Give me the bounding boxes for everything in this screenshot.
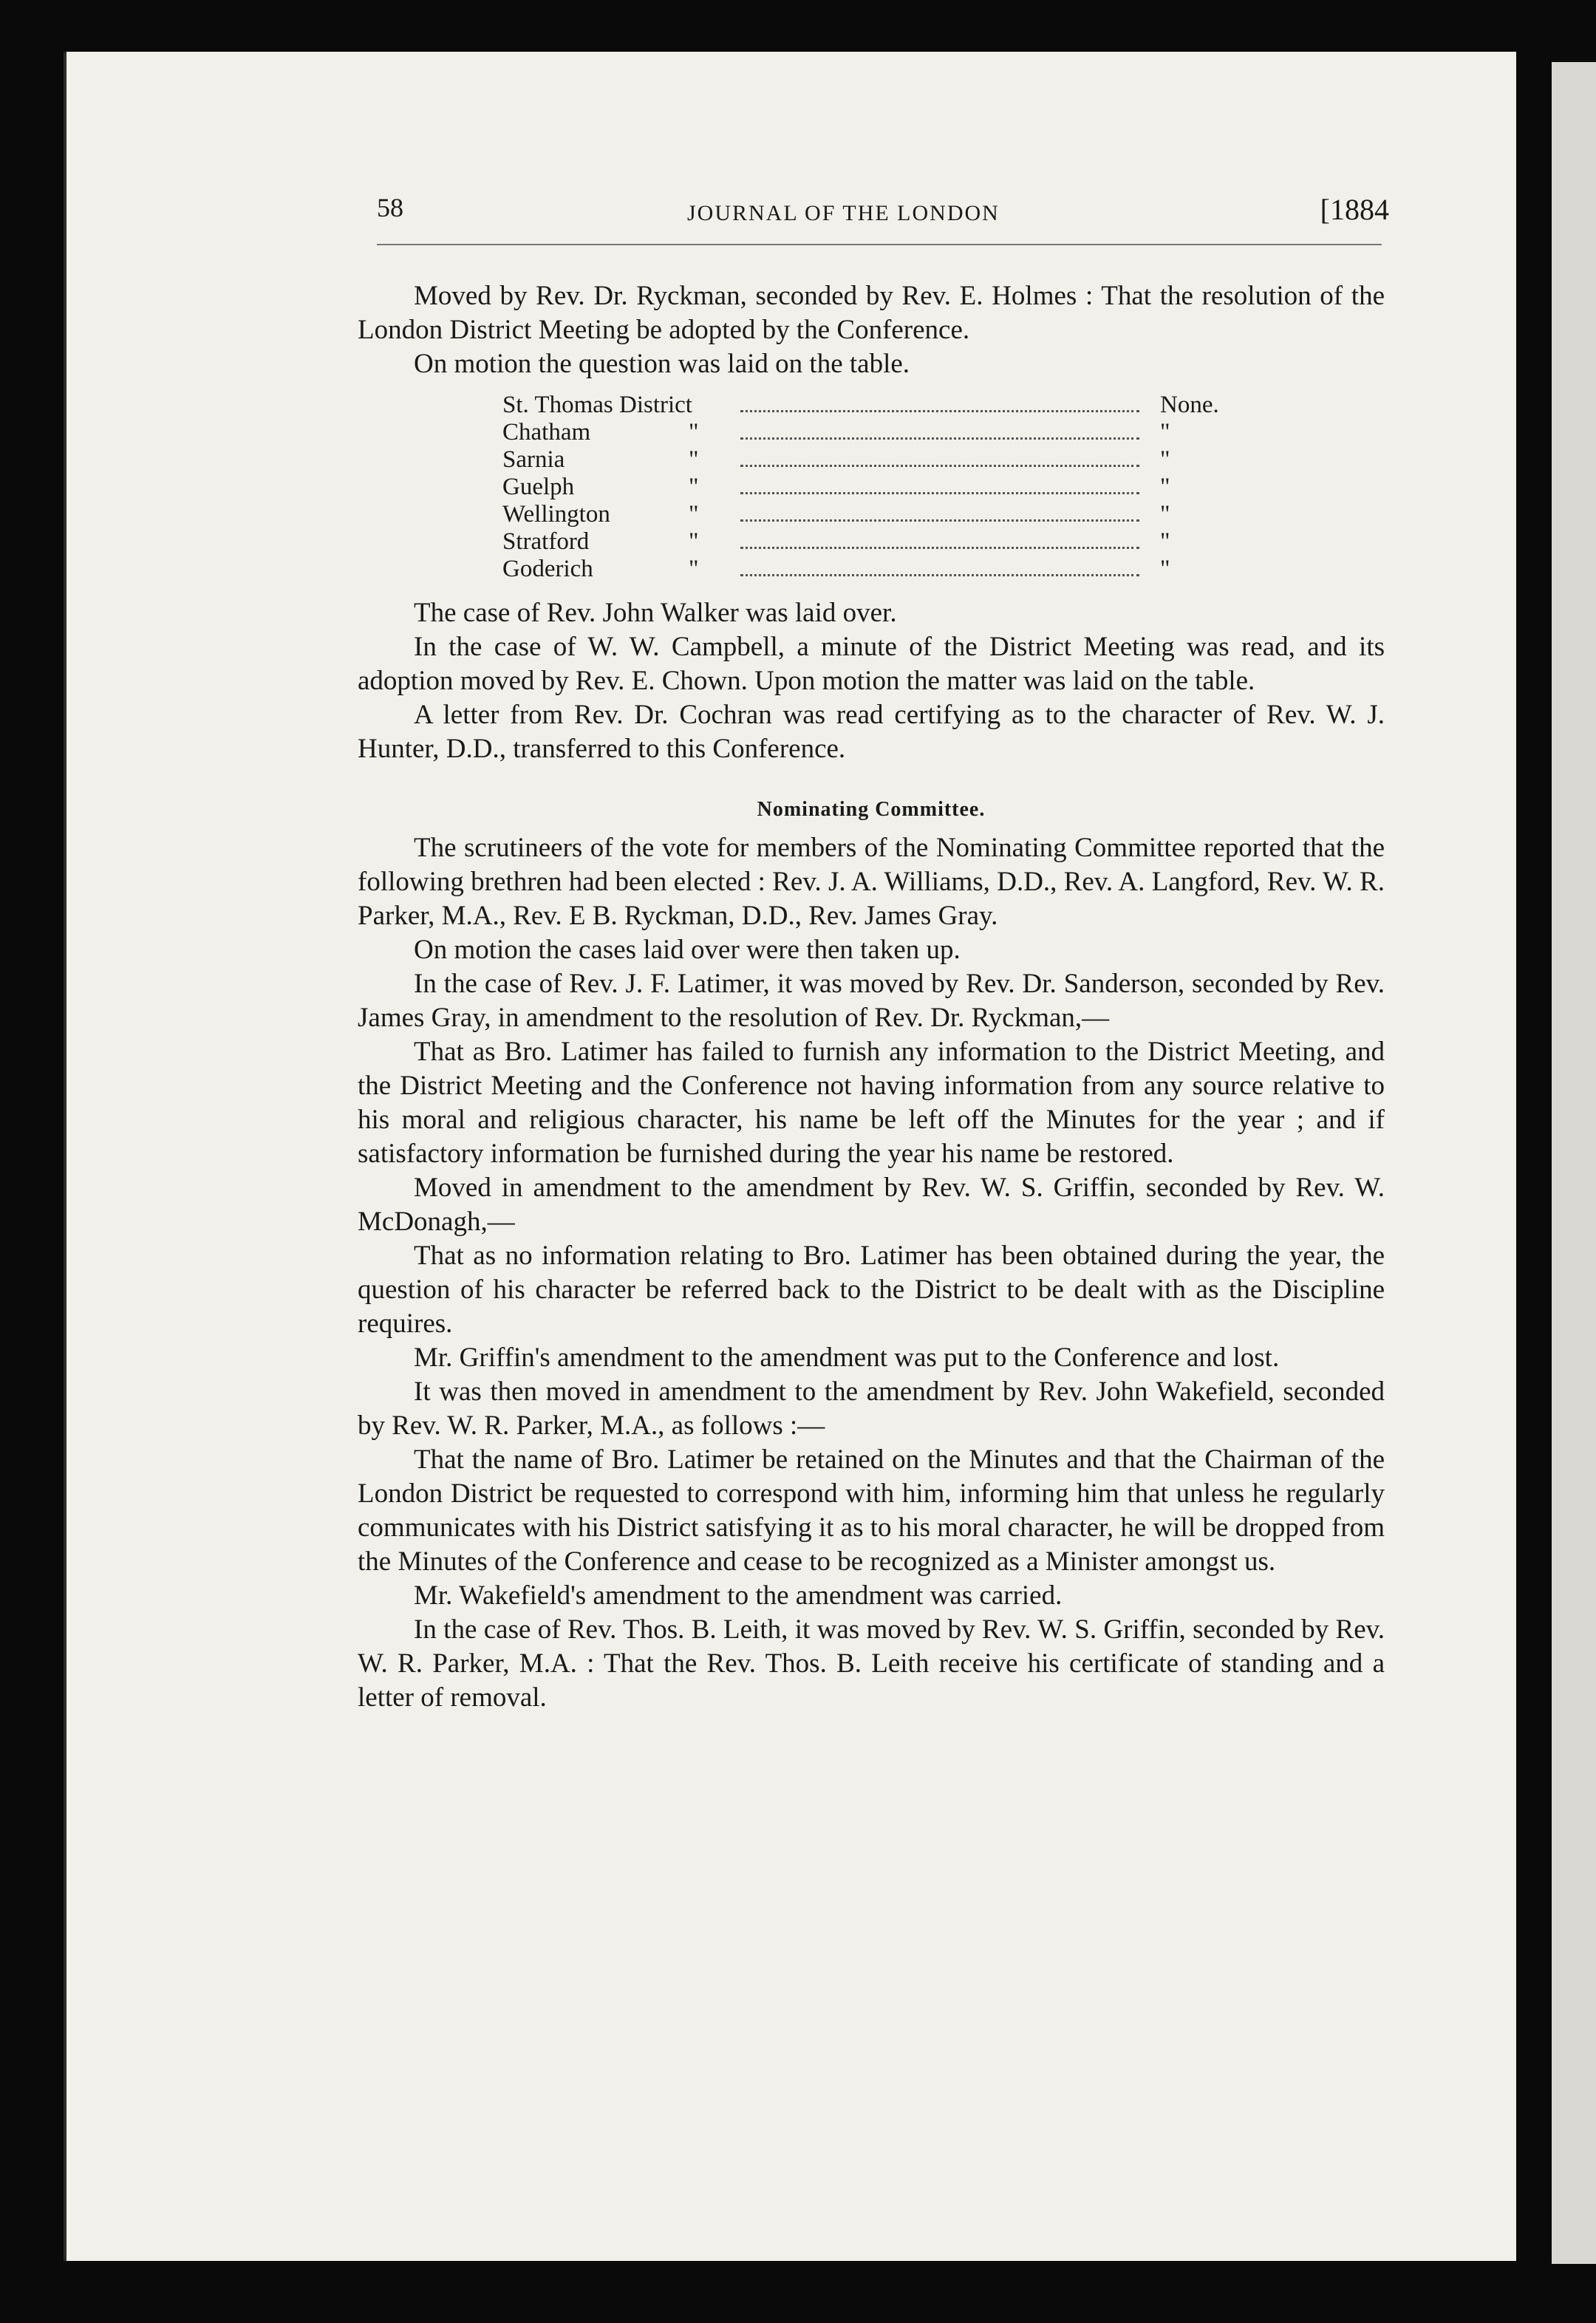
paragraph: That the name of Bro. Latimer be retained on the Minutes and that the Chairman of the London District be requested to correspond with him, informing him that unless he regularly communicates with his District satisfying it as to his moral character, he will be dropped from the Minutes of the Conference and cease to be recognized as a Minister amongst us. [358,1444,1385,1577]
adjacent-page-edge [1552,62,1596,2264]
header-year: [1884 [1320,193,1389,226]
district-row: Guelph " " [502,474,1241,501]
page-number: 58 [377,193,403,222]
district-value: " [1160,501,1170,528]
page-body [358,279,1385,1715]
dot-leader [740,479,1139,494]
district-row [502,392,1241,419]
paragraph: A letter from Rev. Dr. Cochran was read certifying as to the character of Rev. W. J. Hunter, D.D., transferred to this Conference. [358,700,1385,764]
paragraph: The case of Rev. John Walker was laid over. [414,598,897,628]
running-title: JOURNAL OF THE LONDON [687,201,1000,225]
district-name: Stratford [502,528,590,555]
paragraph: That as Bro. Latimer has failed to furnish any information to the District Meeting, and the District Meeting and the Conference not having information from any source relative to his moral and religious character, his name be left off the Minutes for the year ; and if satisfactory information be furnished during the year his name be restored. [358,1037,1385,1169]
paragraph: On motion the cases laid over were then taken up. [414,935,961,965]
district-name: Sarnia [502,446,565,473]
header-rule [377,244,1382,245]
dot-leader [740,451,1139,467]
paragraph: In the case of W. W. Campbell, a minute of the District Meeting was read, and its adoption moved by Rev. E. Chown. Upon motion the matter was laid on the table. [358,632,1385,696]
district-value: " [1160,446,1170,473]
district-row: Sarnia " " [502,446,1241,474]
section-heading: Nominating Committee. [757,798,986,821]
district-name: Wellington [502,501,610,528]
paragraph: Mr. Griffin's amendment to the amendment was put to the Conference and lost. [414,1343,1280,1373]
paragraph: Mr. Wakefield's amendment to the amendment was carried. [414,1580,1063,1611]
paragraph: On motion the question was laid on the table. [414,349,910,379]
district-list [502,392,1241,583]
paragraph: In the case of Rev. Thos. B. Leith, it was moved by Rev. W. S. Griffin, seconded by Rev. W. R. Parker, M.A. : That the Rev. Thos. B. Leith receive his certificate of standing and a letter of removal. [358,1614,1385,1713]
paragraph: It was then moved in amendment to the amendment by Rev. John Wakefield, seconded by Rev. W. R. Parker, M.A., as follows :— [358,1377,1385,1441]
page-header [377,192,1389,236]
district-value: " [1160,556,1170,582]
district-value: " [1160,528,1170,555]
district-row: Wellington " " [502,501,1241,528]
district-name: St. Thomas District [502,392,692,418]
paragraph: Moved by Rev. Dr. Ryckman, seconded by Rev. E. Holmes : That the resolution of the London District Meeting be adopted by the Conference. [358,281,1385,345]
district-name: Goderich [502,556,593,582]
district-row: Stratford " " [502,528,1241,556]
paragraph: Moved in amendment to the amendment by Rev. W. S. Griffin, seconded by Rev. W. McDonagh,— [358,1173,1385,1237]
dot-leader [740,533,1139,549]
district-name: Chatham [502,419,591,446]
dot-leader [740,561,1139,576]
district-row: Goderich " " [502,556,1241,583]
paragraph: In the case of Rev. J. F. Latimer, it was moved by Rev. Dr. Sanderson, seconded by Rev. James Gray, in amendment to the resolution of Rev. Dr. Ryckman,— [358,969,1385,1033]
paragraph: The scrutineers of the vote for members of the Nominating Committee reported that the following brethren had been elected : Rev. J. A. Williams, D.D., Rev. A. Langford, Rev. W. R. Parker, M.A., Rev. E B. Ryckman, D.D., Rev. James Gray. [358,833,1385,931]
district-name: Guelph [502,474,575,500]
dot-leader [740,397,1139,412]
district-row: Chatham " " [502,419,1241,446]
district-value: " [1160,419,1170,446]
district-value: " [1160,474,1170,500]
district-value: None. [1160,392,1219,418]
paragraph: That as no information relating to Bro. Latimer has been obtained during the year, the question of his character be referred back to the District to be dealt with as the Discipline requires. [358,1241,1385,1339]
dot-leader [740,506,1139,522]
dot-leader [740,424,1139,440]
